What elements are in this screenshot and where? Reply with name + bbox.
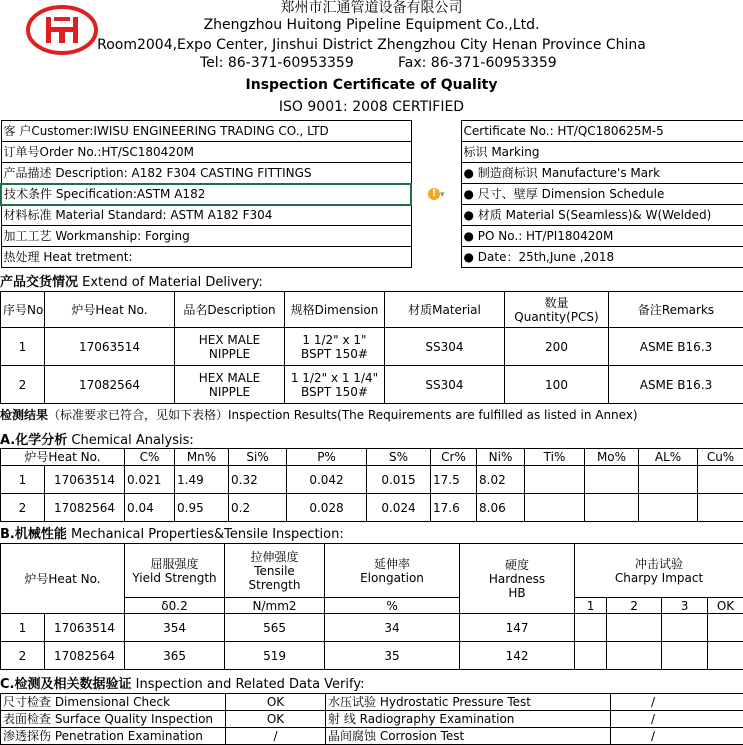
description-field: 产品描述 Description: A182 F304 CASTING FITTINGS	[1, 163, 411, 184]
material-standard: 材料标准 Material Standard: ASTM A182 F304	[1, 205, 411, 226]
header-cell: 炉号Heat No.	[45, 292, 175, 328]
table-row: 2 17082564 365 519 35 142	[1, 642, 743, 670]
delivery-table	[0, 291, 743, 404]
workmanship: 加工工艺 Workmanship: Forging	[1, 226, 411, 247]
company-tel: Tel: 86-371-60953359	[200, 55, 354, 71]
info-table	[0, 120, 743, 268]
material-type: ● 材质 Material S(Seamless)& W(Welded)	[461, 205, 743, 226]
header-cell: 炉号Heat No.	[1, 544, 125, 614]
customer-field: 客 户Customer:IWISU ENGINEERING TRADING CO., LTD	[1, 121, 411, 142]
header-cell: 品名Description	[175, 292, 285, 328]
chemical-heading: A.化学分析 Chemical Analysis:	[0, 429, 194, 448]
header-cell: 备注Remarks	[609, 292, 743, 328]
header-cell: 序号No	[1, 292, 45, 328]
manufacture-mark: ● 制造商标识 Manufacture's Mark	[461, 163, 743, 184]
company-fax: Fax: 86-371-60953359	[398, 55, 557, 71]
table-row: 2 17082564 0.04 0.95 0.2 0.028 0.024 17.6 8.06	[1, 494, 743, 522]
header-cell: 数量 Quantity(PCS)	[505, 292, 609, 328]
specification-field[interactable]: 技术条件 Specification:ASTM A182	[1, 184, 411, 205]
table-row: 1 17063514 HEX MALE NIPPLE 1 1/2" x 1" BSPT 150# SS304 200 ASME B16.3	[1, 328, 743, 366]
delivery-heading: 产品交货情况 Extend of Material Delivery:	[0, 271, 263, 290]
dropdown-arrow-icon[interactable]: ▾	[440, 190, 445, 200]
certificate-no: Certificate No.: HT/QC180625M-5	[461, 121, 743, 142]
company-name-en: Zhengzhou Huitong Pipeline Equipment Co.,Ltd.	[0, 17, 743, 33]
table-row: 1 17063514 0.021 1.49 0.32 0.042 0.015 17.5 8.02	[1, 466, 743, 494]
marking-label: 标识 Marking	[461, 142, 743, 163]
inspection-results-line: 检测结果（标准要求已符合，见如下表格）Inspection Results(The Requirements are fulfilled as listed in Annex)	[0, 406, 638, 423]
table-row: 表面检查 Surface Quality Inspection OK 射 线 Radiography Examination /	[1, 711, 743, 728]
table-row: 尺寸检查 Dimensional Check OK 水压试验 Hydrostatic Pressure Test /	[1, 694, 743, 711]
company-address: Room2004,Expo Center, Jinshui District Zhengzhou City Henan Province China	[0, 37, 743, 53]
heat-treatment: 热处理 Heat tretment:	[1, 247, 411, 268]
verify-heading: C.检测及相关数据验证 Inspection and Related Data Verify:	[0, 673, 364, 692]
po-no: ● PO No.: HT/PI180420M	[461, 226, 743, 247]
table-row: 渗透探伤 Penetration Examination / 晶间腐蚀 Corrosion Test /	[1, 728, 743, 745]
header-cell: 规格Dimension	[285, 292, 385, 328]
dimension-schedule: ● 尺寸、壁厚 Dimension Schedule	[461, 184, 743, 205]
header-cell: 炉号Heat No.	[1, 449, 125, 466]
warning-icon[interactable]: !	[428, 188, 440, 200]
iso-certified: ISO 9001: 2008 CERTIFIED	[0, 99, 743, 115]
certificate-title: Inspection Certificate of Quality	[0, 77, 743, 93]
date: ● Date：25th,June ,2018	[461, 247, 743, 268]
mechanical-table: 炉号Heat No. 屈服强度 Yield Strength 拉伸强度 Tensile Strength 延伸率 Elongation 硬度 Hardness HB 冲击试验 Charpy Impact δ0.2 N/mm2 % 1 2 3 OK 1 17063514 354 565 34 147 2 17082564 365 519 35 142	[0, 543, 743, 670]
mechanical-heading: B.机械性能 Mechanical Properties&Tensile Inspection:	[0, 523, 344, 542]
table-row: 1 17063514 354 565 34 147	[1, 614, 743, 642]
table-row: 2 17082564 HEX MALE NIPPLE 1 1/2" x 1 1/4" BSPT 150# SS304 100 ASME B16.3	[1, 366, 743, 404]
chemical-table: 炉号Heat No. C% Mn% Si% P% S% Cr% Ni% Ti% Mo% AL% Cu% 1 17063514 0.021 1.49 0.32 0.042 0.015 17.5 8.02 2 17082564 0.04 0.95 0.2 0.028 0.024 17.6 8.06	[0, 448, 743, 522]
verify-table	[0, 693, 743, 745]
order-no: 订单号Order No.:HT/SC180420M	[1, 142, 411, 163]
header-cell: 材质Material	[385, 292, 505, 328]
company-name-cn: 郑州市汇通管道设备有限公司	[0, 0, 743, 17]
